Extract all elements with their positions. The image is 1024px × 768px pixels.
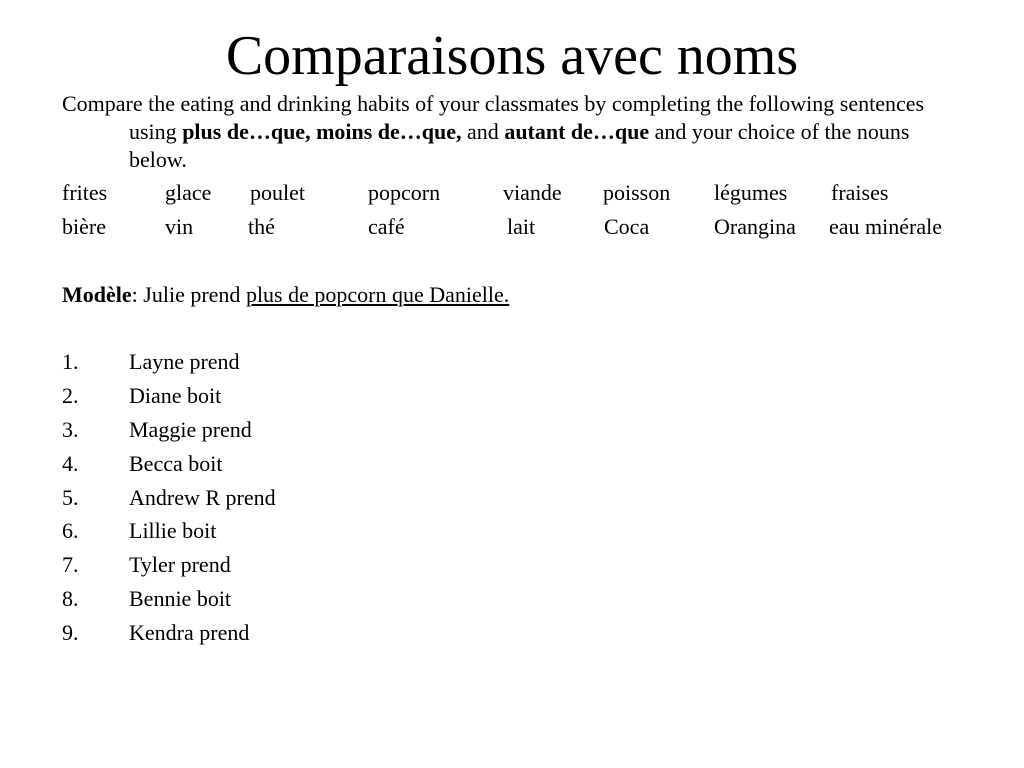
- exercise-item: [62, 348, 276, 382]
- food-noun: poisson: [603, 180, 671, 205]
- exercise-item: [62, 551, 276, 585]
- exercise-text: Diane boit: [129, 382, 222, 408]
- exercise-number: 3.: [62, 416, 79, 442]
- instructions-text-1: Compare the eating and drinking habits of your classmates by completing the following sentences using: [62, 91, 925, 144]
- exercise-number: 5.: [62, 484, 79, 510]
- exercise-number: 2.: [62, 382, 79, 408]
- exercise-item: [62, 619, 276, 653]
- food-noun: fraises: [831, 180, 889, 205]
- drink-noun-row: [62, 213, 982, 241]
- exercise-item: [62, 517, 276, 551]
- exercise-item: [62, 484, 276, 518]
- exercise-number: 6.: [62, 518, 79, 544]
- exercise-text: Andrew R prend: [129, 484, 276, 510]
- exercise-number: 4.: [62, 450, 79, 476]
- instructions-bold-2: autant de…que: [504, 119, 650, 144]
- model-label: Modèle: [62, 282, 132, 307]
- exercise-text: Bennie boit: [129, 586, 232, 612]
- drink-noun: Coca: [604, 214, 650, 239]
- exercise-text: Maggie prend: [129, 416, 252, 442]
- model-sentence: [62, 281, 509, 309]
- exercise-text: Layne prend: [129, 349, 240, 374]
- exercise-number: 1.: [62, 349, 79, 374]
- exercise-number: 8.: [62, 586, 79, 612]
- exercise-number: 7.: [62, 552, 79, 578]
- drink-noun: eau minérale: [829, 214, 942, 239]
- instructions-paragraph: [62, 90, 967, 174]
- instructions-text-3: and your choice of the nouns below.: [129, 119, 910, 172]
- food-noun: glace: [165, 180, 212, 205]
- exercise-text: Tyler prend: [129, 552, 231, 578]
- food-noun: popcorn: [368, 180, 441, 205]
- exercise-text: Lillie boit: [129, 518, 217, 544]
- food-noun: poulet: [250, 180, 305, 205]
- model-prefix: Julie prend: [143, 282, 246, 307]
- exercise-item: [62, 585, 276, 619]
- instructions-text-2: and: [461, 119, 505, 144]
- exercise-text: Becca boit: [129, 450, 223, 476]
- drink-noun: lait: [507, 214, 536, 239]
- slide-title: Comparaisons avec noms: [225, 25, 799, 87]
- food-noun: légumes: [714, 180, 788, 205]
- exercise-list: [62, 348, 276, 653]
- exercise-item: [62, 382, 276, 416]
- exercise-text: Kendra prend: [129, 620, 250, 646]
- food-noun-row: [62, 179, 982, 207]
- drink-noun: thé: [248, 214, 275, 239]
- model-answer: plus de popcorn que Danielle.: [245, 282, 510, 307]
- food-noun: viande: [503, 180, 562, 205]
- exercise-item: [62, 450, 276, 484]
- exercise-number: 9.: [62, 620, 79, 646]
- food-noun: frites: [62, 180, 108, 205]
- drink-noun: café: [368, 214, 405, 239]
- instructions-bold-1: plus de…que, moins de…que,: [182, 119, 462, 144]
- drink-noun: Orangina: [714, 214, 796, 239]
- drink-noun: bière: [62, 214, 106, 239]
- exercise-item: [62, 416, 276, 450]
- drink-noun: vin: [165, 214, 194, 239]
- model-separator: :: [131, 282, 144, 307]
